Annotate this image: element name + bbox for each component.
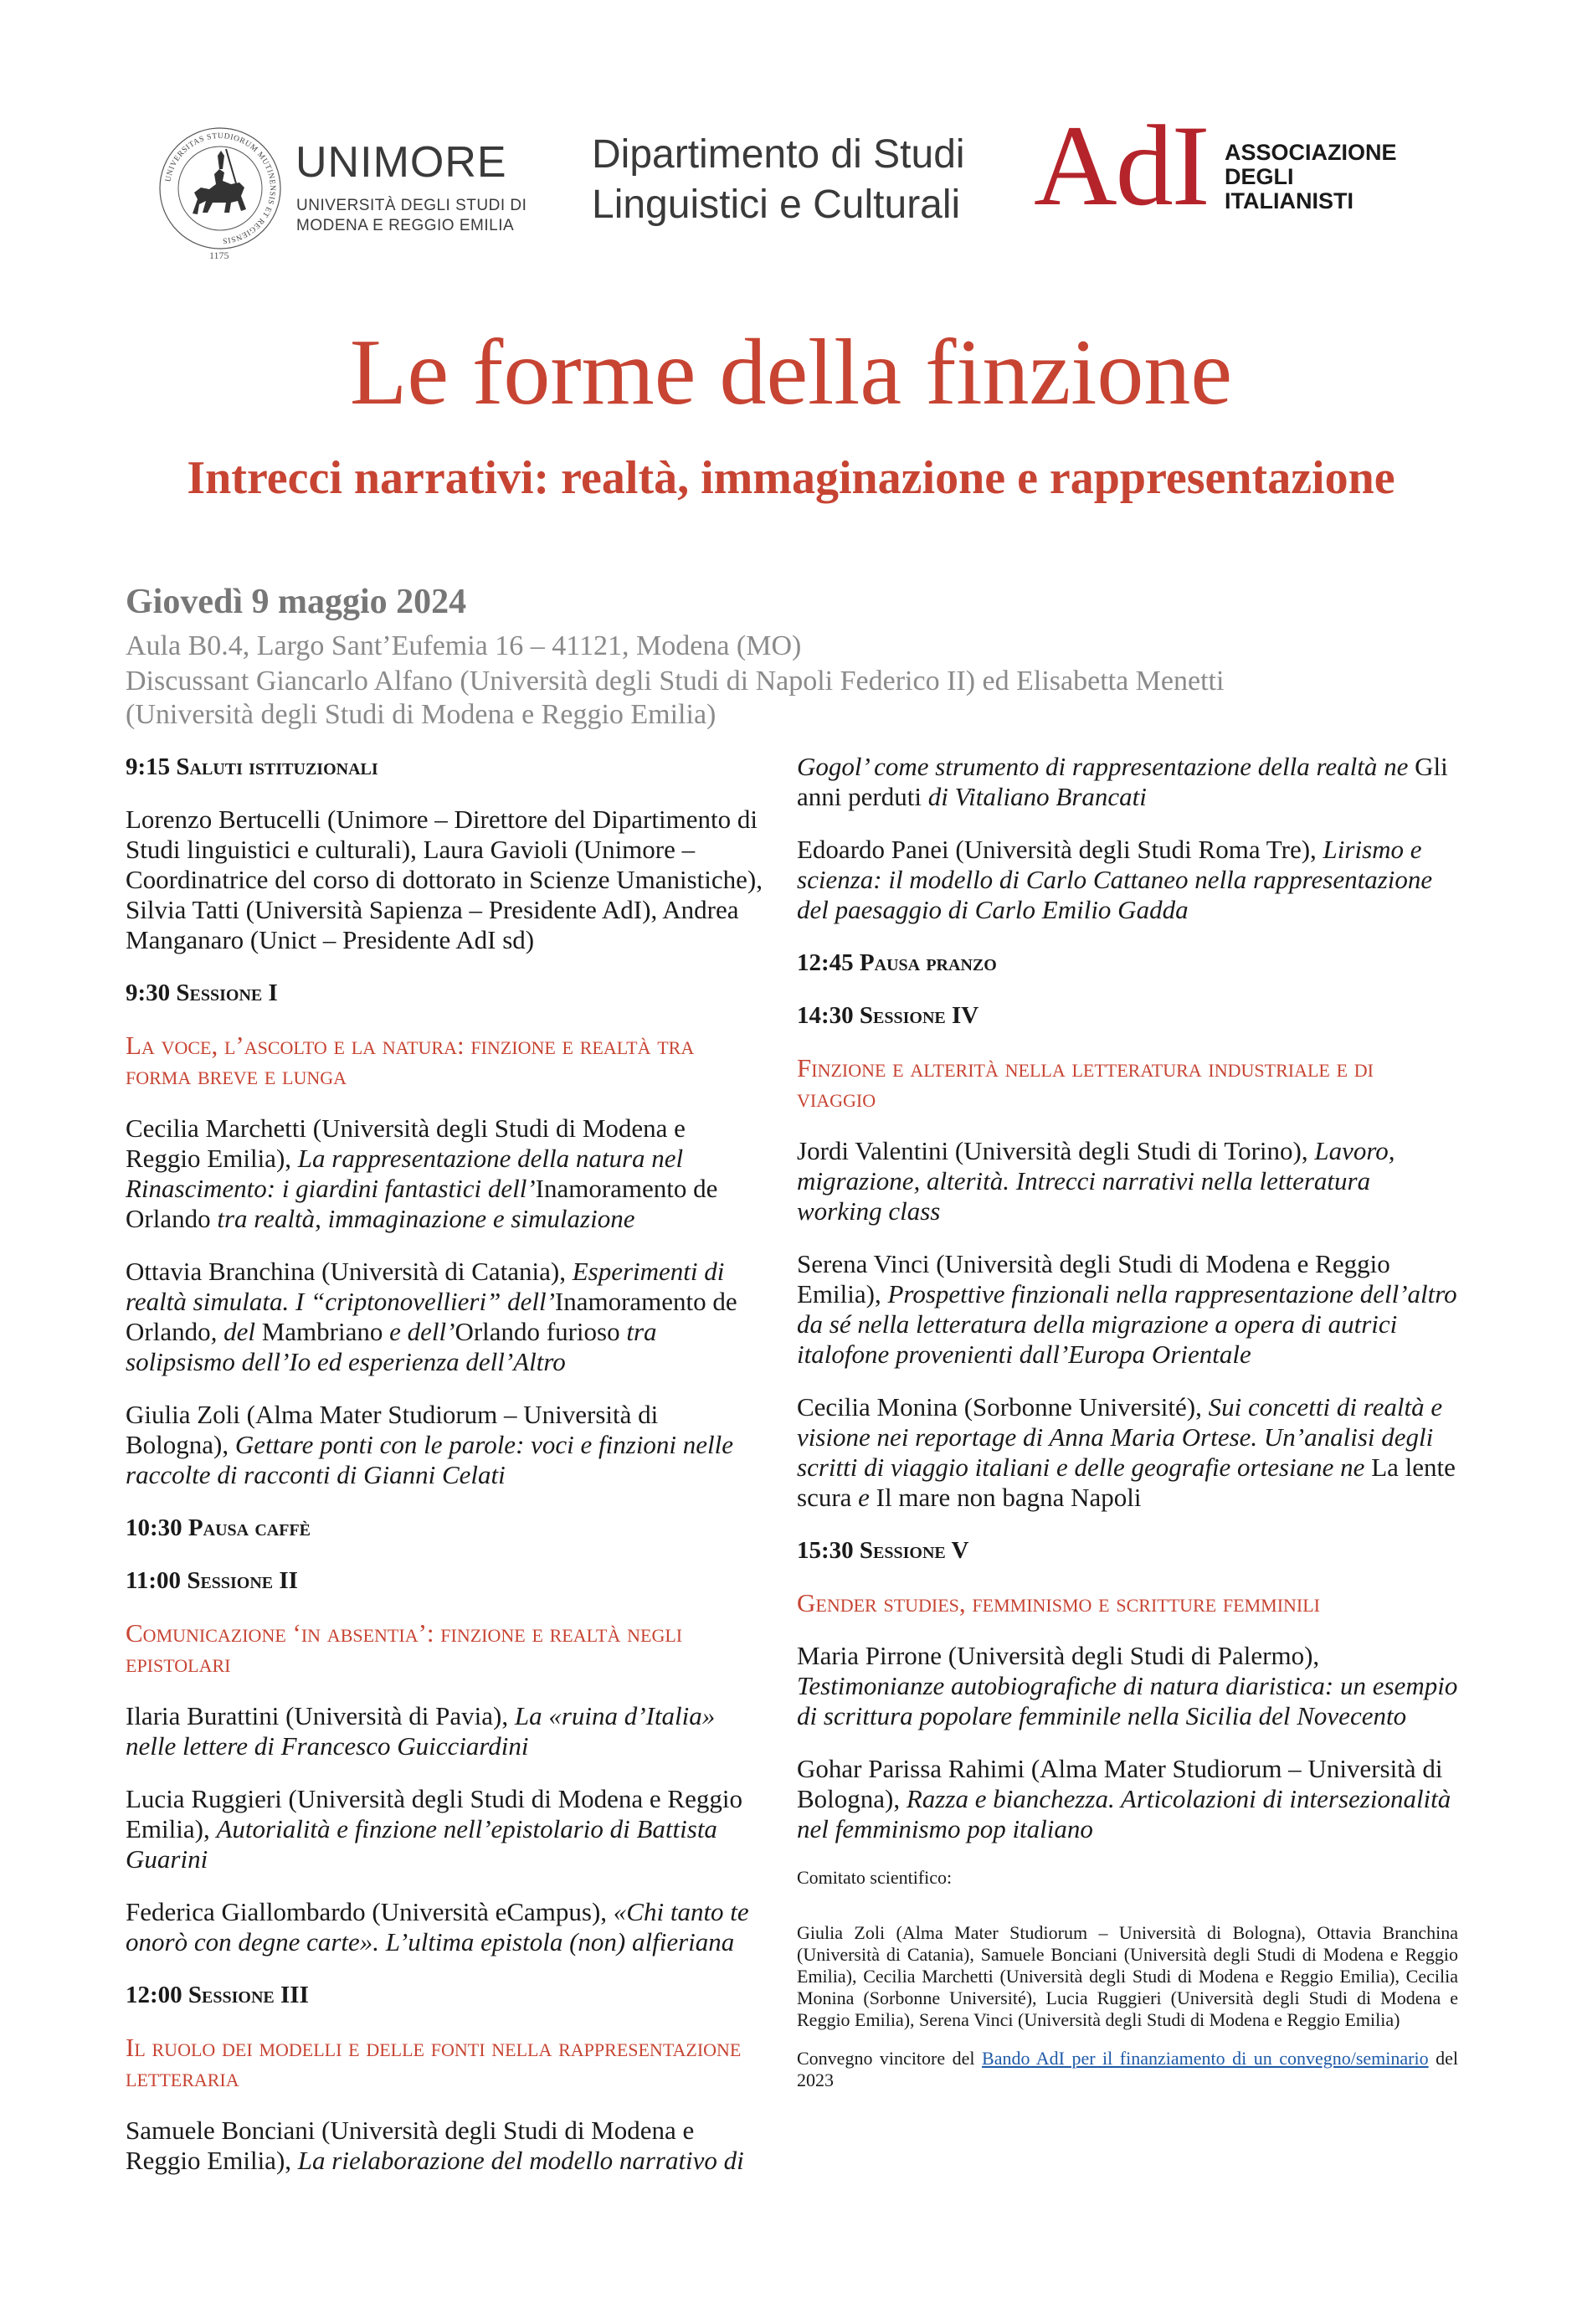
unimore-subtitle: UNIVERSITÀ DEGLI STUDI DI MODENA E REGGIO EMILIA (296, 197, 527, 234)
page-subtitle: Intrecci narrativi: realtà, immaginazione e rappresentazione (187, 452, 1395, 504)
footer-note: Convegno vincitore del Bando AdI per il finanziamento di un convegno/seminario del 2023 (797, 2048, 1458, 2090)
program-entry: Gogol’ come strumento di rappresentazione della realtà ne Gli anni perduti di Vitaliano Brancati (797, 752, 1448, 811)
unimore-logo (157, 126, 527, 261)
event-discussant-affiliation: (Università degli Studi di Modena e Reggio Emilia) (126, 699, 717, 730)
slot-heading: 14:30 Sessione IV (797, 1002, 979, 1029)
event-date: Giovedì 9 maggio 2024 (126, 583, 467, 621)
slot-heading: 10:30 Pausa caffè (126, 1514, 311, 1541)
slot-heading: 12:45 Pausa pranzo (797, 949, 997, 976)
program-entry: Jordi Valentini (Università degli Studi di Torino), Lavoro, migrazione, alterità. Intrecci narrativi nella letteratura working class (797, 1136, 1395, 1226)
slot-heading: 15:30 Sessione V (797, 1537, 969, 1564)
unimore-name: UNIMORE (295, 138, 507, 187)
seal-year: 1175 (209, 249, 229, 261)
slot-heading: 11:00 Sessione II (126, 1567, 298, 1594)
program-entry: Cecilia Marchetti (Università degli Studi di Modena e Reggio Emilia), La rappresentazione della natura nel Rinascimento: i giardini fantastici dell’Inamoramento de Orlando tra realtà, immaginazione e simulazione (126, 1113, 718, 1233)
program-entry: Ottavia Branchina (Università di Catania), Esperimenti di realtà simulata. I “criptonovellieri” dell’Inamoramento de Orlando, del Mambriano e dell’Orlando furioso tra solipsismo dell’Io ed esperienza dell’Altro (126, 1257, 737, 1376)
committee-label: Comitato scientifico: (797, 1867, 953, 1888)
university-seal-icon (157, 126, 283, 251)
slot-heading: 9:30 Sessione I (126, 979, 278, 1006)
program-left-column (126, 752, 766, 2198)
bando-link[interactable]: Bando AdI per il finanziamento di un convegno/seminario (982, 2048, 1429, 2069)
session-title: La voce, l’ascolto e la natura: finzione e realtà tra forma breve e lunga (126, 1031, 695, 1090)
adi-mark: AdI (1034, 101, 1209, 229)
adi-logo (1034, 101, 1452, 229)
adi-text: ASSOCIAZIONE DEGLI ITALIANISTI (1225, 140, 1397, 213)
program-entry: Ilaria Burattini (Università di Pavia), La «ruina d’Italia» nelle lettere di Francesco Guicciardini (126, 1701, 716, 1761)
department-name: Dipartimento di Studi Linguistici e Culturali (592, 132, 965, 227)
program-entry: Lorenzo Bertucelli (Unimore – Direttore del Dipartimento di Studi linguistici e culturali), Laura Gavioli (Unimore – Coordinatrice del corso di dottorato in Scienze Umanistiche), Silvia Tatti (Università Sapienza – Presidente AdI), Andrea Manganaro (Unict – Presidente AdI sd) (126, 805, 763, 954)
program-entry: Edoardo Panei (Università degli Studi Roma Tre), Lirismo e scienza: il modello di Carlo Cattaneo nella rappresentazione del paesaggio di Carlo Emilio Gadda (797, 835, 1433, 924)
page-title: Le forme della finzione (349, 321, 1233, 424)
program-entry: Gohar Parissa Rahimi (Alma Mater Studiorum – Università di Bologna), Razza e bianchezza. Articolazioni di intersezionalità nel femminismo pop italiano (797, 1754, 1451, 1843)
program-entry: Maria Pirrone (Università degli Studi di Palermo), Testimonianze autobiografiche di natura diaristica: un esempio di scrittura popolare femminile nella Sicilia del Novecento (797, 1641, 1458, 1730)
event-discussant: Discussant Giancarlo Alfano (Università degli Studi di Napoli Federico II) ed Elisabetta Menetti (126, 666, 1225, 697)
slot-heading: 12:00 Sessione III (126, 1982, 309, 2008)
program-entry: Lucia Ruggieri (Università degli Studi di Modena e Reggio Emilia), Autorialità e finzione nell’epistolario di Battista Guarini (126, 1784, 742, 1874)
program-entry: Samuele Bonciani (Università degli Studi di Modena e Reggio Emilia), La rielaborazione del modello narrativo di (126, 2116, 744, 2175)
committee-members: Giulia Zoli (Alma Mater Studiorum – Università di Bologna), Ottavia Branchina (Università di Catania), Samuele Bonciani (Università degli Studi di Modena e Reggio Emilia), Cecilia Marchetti (Università degli Studi di Modena e Reggio Emilia), Cecilia Monina (Sorbonne Université), Lucia Ruggieri (Università degli Studi di Modena e Reggio Emilia), Serena Vinci (Università degli Studi di Modena e Reggio Emilia) (797, 1922, 1458, 2030)
program-entry: Giulia Zoli (Alma Mater Studiorum – Università di Bologna), Gettare ponti con le parole: voci e finzioni nelle raccolte di racconti di Gianni Celati (126, 1400, 734, 1489)
seal-text: UNIVERSITAS STUDIORUM MUTINENSIS ET REGIENSIS (164, 131, 277, 244)
session-title: Il ruolo dei modelli e delle fonti nella rappresentazione letteraria (126, 2033, 742, 2092)
program-entry: Serena Vinci (Università degli Studi di Modena e Reggio Emilia), Prospettive finzionali nella rappresentazione dell’altro da sé nella letteratura della migrazione a opera di autrici italofone provenienti dall’Europa Orientale (797, 1249, 1457, 1369)
slot-heading: 9:15 Saluti istituzionali (126, 753, 378, 780)
event-place: Aula B0.4, Largo Sant’Eufemia 16 – 41121, Modena (MO) (126, 630, 802, 661)
program-right-column (797, 752, 1458, 2091)
program-entry: Cecilia Monina (Sorbonne Université), Sui concetti di realtà e visione nei reportage di Anna Maria Ortese. Un’analisi degli scritti di viaggio italiani e delle geografie ortesiane ne La lente scura e Il mare non bagna Napoli (797, 1392, 1456, 1512)
session-title: Finzione e alterità nella letteratura industriale e di viaggio (797, 1053, 1374, 1113)
session-title: Comunicazione ‘in absentia’: finzione e realtà negli epistolari (126, 1618, 683, 1678)
session-title: Gender studies, femminismo e scritture femminili (797, 1588, 1321, 1617)
program-entry: Federica Giallombardo (Università eCampus), «Chi tanto te onorò con degne carte». L’ultima epistola (non) alfieriana (126, 1897, 749, 1956)
